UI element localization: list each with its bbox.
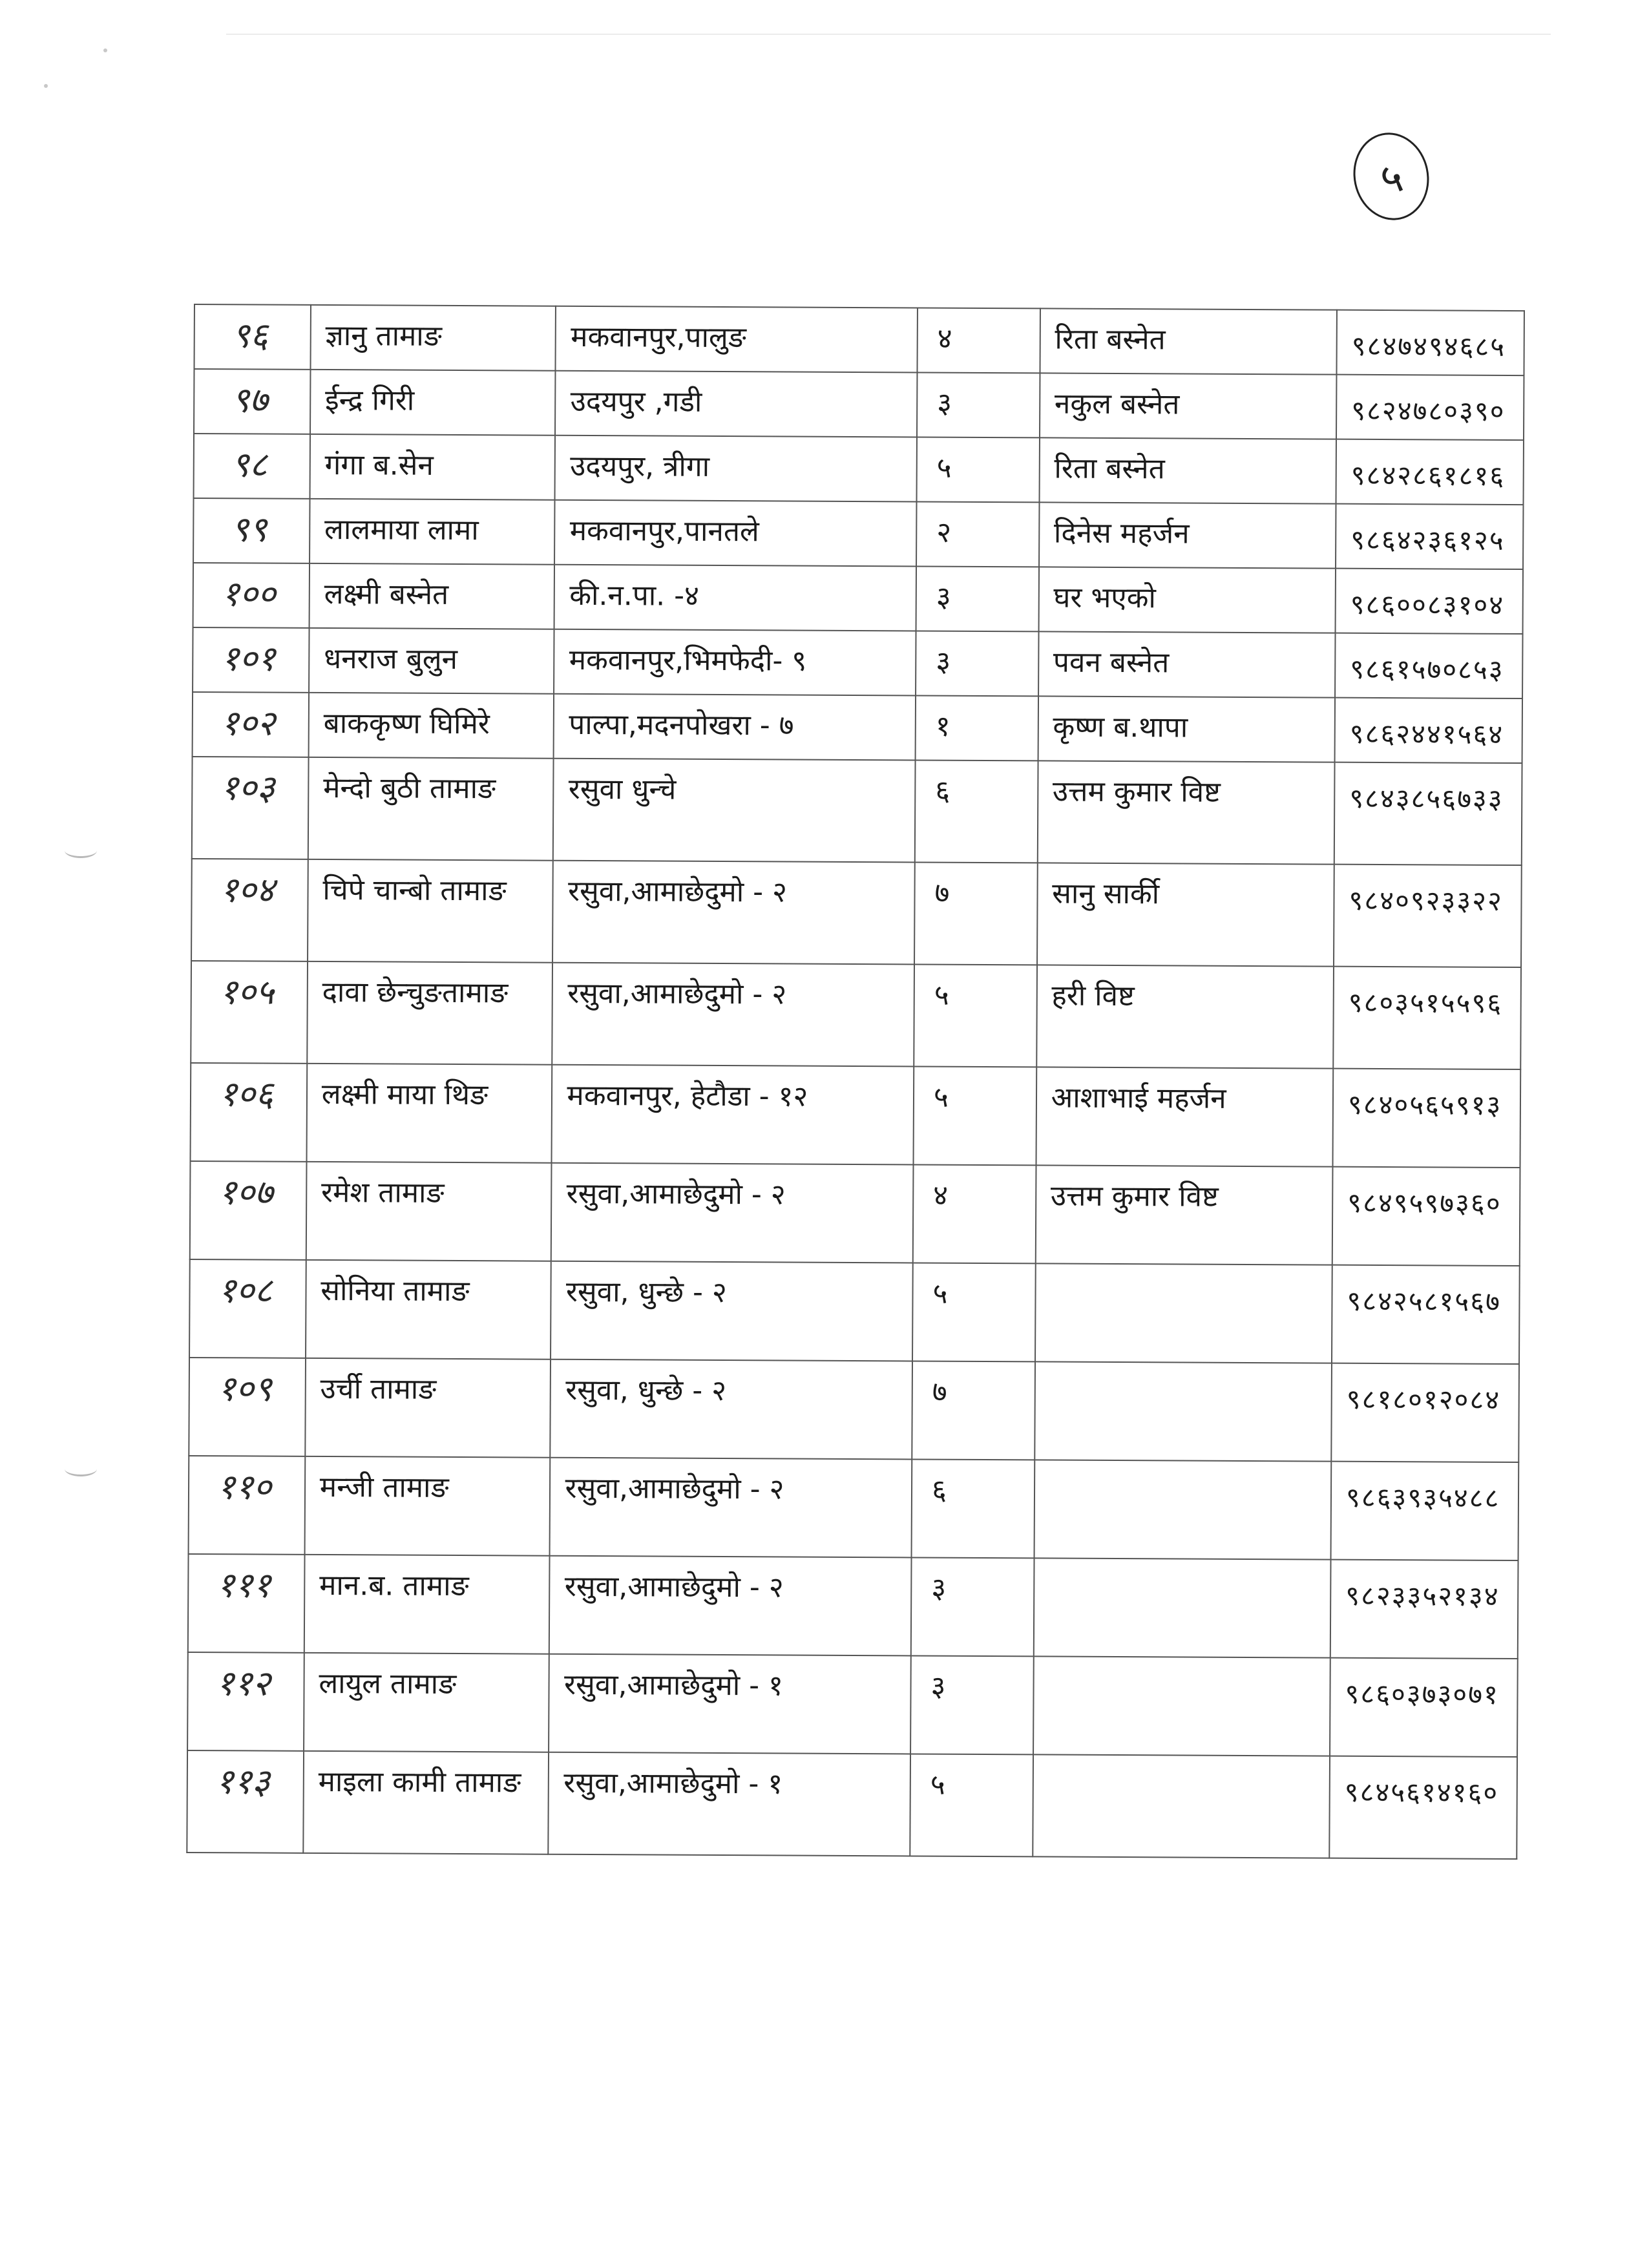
table-row <box>192 757 1522 865</box>
member-count-cell: ५ <box>910 1754 1033 1856</box>
phone-number-cell: ९८०३५१५५९६ <box>1333 967 1521 1069</box>
serial-number-cell: १०९ <box>189 1358 306 1456</box>
phone-number-cell: ९८१८०१२०८४ <box>1331 1363 1519 1462</box>
member-count-cell: ४ <box>917 308 1040 373</box>
scan-speck <box>44 84 48 88</box>
table-row <box>190 1161 1520 1266</box>
address-cell: रसुवा,आमाछेदुमो - २ <box>552 861 914 965</box>
address-cell: पाल्पा,मदनपोखरा - ७ <box>554 694 916 761</box>
member-count-cell: ५ <box>917 437 1040 502</box>
contact-person-cell <box>1033 1754 1330 1858</box>
serial-number-cell: १११ <box>188 1554 305 1653</box>
contact-person-cell: रिता बस्नेत <box>1039 437 1336 503</box>
table-row <box>193 563 1523 634</box>
punch-hole-mark <box>65 1462 97 1476</box>
serial-number-cell: १०६ <box>191 1063 308 1162</box>
address-cell: रसुवा, धुन्छे - २ <box>551 1360 912 1460</box>
contact-person-cell: रिता बस्नेत <box>1040 308 1337 374</box>
address-cell: रसुवा, धुन्छे - २ <box>551 1261 912 1361</box>
member-count-cell: ३ <box>910 1655 1033 1754</box>
member-count-cell: ६ <box>915 760 1038 863</box>
table-row <box>193 498 1523 569</box>
address-cell: रसुवा,आमाछेदुमो - १ <box>549 1654 911 1754</box>
contact-person-cell: नकुल बस्नेत <box>1040 373 1337 439</box>
member-count-cell: ३ <box>917 372 1040 437</box>
phone-number-cell: ९८६४२३६१२५ <box>1336 504 1524 569</box>
person-name-cell: गंगा ब.सेन <box>310 434 555 500</box>
register-table <box>186 304 1525 1860</box>
table-row <box>191 961 1521 1069</box>
contact-person-cell: हरी विष्ट <box>1036 965 1334 1068</box>
member-count-cell: ५ <box>912 1263 1035 1361</box>
address-cell: रसुवा धुन्चे <box>553 759 915 863</box>
serial-number-cell: ११० <box>189 1456 306 1555</box>
member-count-cell: १ <box>916 695 1038 761</box>
person-name-cell: मान.ब. तामाङ <box>304 1555 550 1654</box>
person-name-cell: माइला कामी तामाङ <box>303 1751 549 1854</box>
person-name-cell: लक्ष्मी माया थिङ <box>306 1064 552 1163</box>
serial-number-cell: १०३ <box>192 757 309 859</box>
contact-person-cell <box>1034 1460 1331 1559</box>
punch-hole-mark <box>65 843 97 858</box>
address-cell: की.न.पा. -४ <box>554 565 916 631</box>
contact-person-cell: सानु सार्की <box>1037 863 1334 966</box>
member-count-cell: ३ <box>916 631 1038 696</box>
contact-person-cell: पवन बस्नेत <box>1038 631 1336 697</box>
address-cell: उदयपुर, त्रीगा <box>555 436 917 502</box>
register-body <box>187 304 1524 1859</box>
contact-person-cell: उत्तम कुमार विष्ट <box>1035 1165 1332 1265</box>
contact-person-cell <box>1033 1656 1330 1756</box>
serial-number-cell: ९८ <box>194 434 310 499</box>
person-name-cell: दावा छेन्चुङतामाङ <box>307 961 552 1065</box>
phone-number-cell: ९८४३८५६७३३ <box>1334 762 1522 865</box>
person-name-cell: ज्ञानु तामाङ <box>310 305 556 371</box>
contact-person-cell: घर भएको <box>1038 567 1336 633</box>
table-row <box>188 1554 1518 1659</box>
phone-number-cell: ९८२३३५२१३४ <box>1330 1560 1518 1659</box>
serial-number-cell: १०५ <box>191 961 308 1064</box>
serial-number-cell: ९९ <box>193 498 310 563</box>
phone-number-cell: ९८४०९२३३२२ <box>1334 865 1522 967</box>
person-name-cell: लालमाया लामा <box>310 499 555 565</box>
table-row <box>194 434 1524 505</box>
serial-number-cell: ११३ <box>187 1750 304 1853</box>
phone-number-cell: ९८४७४९४६८५ <box>1336 310 1524 375</box>
table-row <box>193 692 1522 763</box>
person-name-cell: लक्ष्मी बस्नेत <box>309 563 554 629</box>
serial-number-cell: १०२ <box>193 692 309 757</box>
serial-number-cell: १०१ <box>193 627 309 693</box>
table-row <box>194 369 1524 440</box>
address-cell: मकवानपुर,भिमफेदी- ९ <box>554 629 916 696</box>
phone-number-cell: ९८६३९३५४८८ <box>1331 1462 1519 1560</box>
person-name-cell: ईन्द्र गिरी <box>310 370 556 436</box>
contact-person-cell: आशाभाई महर्जन <box>1036 1067 1333 1166</box>
page-number: ५ <box>1376 152 1407 205</box>
table-row <box>187 1750 1517 1859</box>
contact-person-cell: दिनेस महर्जन <box>1039 502 1336 568</box>
table-row <box>194 304 1524 375</box>
member-count-cell: ५ <box>914 964 1036 1067</box>
person-name-cell: धनराज बुलुन <box>309 628 554 694</box>
person-name-cell: बाककृष्ण घिमिरे <box>308 693 554 759</box>
member-count-cell: ७ <box>912 1361 1035 1460</box>
person-name-cell: रमेश तामाङ <box>306 1162 552 1261</box>
table-row <box>189 1456 1519 1560</box>
scan-speck <box>103 48 107 52</box>
address-cell: रसुवा,आमाछेदुमो - २ <box>549 1556 911 1656</box>
phone-number-cell: ९८६२४४१५६४ <box>1335 698 1523 763</box>
address-cell: उदयपुर ,गडी <box>555 371 917 437</box>
contact-person-cell <box>1035 1361 1332 1461</box>
person-name-cell: मन्जी तामाङ <box>304 1456 550 1556</box>
member-count-cell: ३ <box>916 566 1039 631</box>
serial-number-cell: १०४ <box>191 859 308 961</box>
phone-number-cell: ९८६१५७०८५३ <box>1335 633 1523 698</box>
serial-number-cell: १०७ <box>190 1161 307 1260</box>
phone-number-cell: ९८२४७८०३९० <box>1336 375 1524 440</box>
serial-number-cell: १०८ <box>189 1259 306 1358</box>
page-number-circled <box>1345 125 1437 227</box>
address-cell: मकवानपुर,पालुङ <box>556 306 918 373</box>
serial-number-cell: ११२ <box>187 1652 304 1751</box>
address-cell: रसुवा,आमाछेदुमो - २ <box>551 1163 913 1263</box>
member-count-cell: ६ <box>912 1459 1035 1558</box>
address-cell: मकवानपुर,पानतले <box>555 500 917 567</box>
contact-person-cell <box>1035 1263 1332 1363</box>
phone-number-cell: ९८६००८३१०४ <box>1336 569 1524 634</box>
member-count-cell: ४ <box>913 1164 1036 1263</box>
serial-number-cell: १०० <box>193 563 310 628</box>
phone-number-cell: ९८४५६१४१६० <box>1329 1756 1517 1859</box>
contact-person-cell: कृष्ण ब.थापा <box>1038 696 1335 762</box>
member-count-cell: ३ <box>911 1557 1034 1656</box>
person-name-cell: लायुल तामाङ <box>304 1653 549 1752</box>
contact-person-cell <box>1033 1558 1330 1657</box>
table-row <box>187 1652 1518 1757</box>
phone-number-cell: ९८४२८६१८१६ <box>1336 439 1524 505</box>
phone-number-cell: ९८४०५६५९१३ <box>1332 1069 1520 1168</box>
serial-number-cell: ९६ <box>194 304 311 370</box>
address-cell: रसुवा,आमाछेदुमो - २ <box>550 1458 912 1558</box>
person-name-cell: मेन्दो बुठी तामाङ <box>308 757 554 861</box>
address-cell: रसुवा,आमाछेदुमो - २ <box>552 963 914 1067</box>
person-name-cell: उर्ची तामाङ <box>305 1358 551 1458</box>
scan-edge-line <box>226 34 1551 35</box>
table-row <box>191 1063 1521 1168</box>
phone-number-cell: ९८४९५९७३६० <box>1332 1167 1520 1266</box>
table-row <box>189 1259 1520 1364</box>
phone-number-cell: ९८४२५८१५६७ <box>1332 1265 1520 1364</box>
address-cell: मकवानपुर, हेटौडा - १२ <box>552 1065 914 1165</box>
person-name-cell: चिपे चान्बो तामाङ <box>308 859 553 963</box>
member-count-cell: ७ <box>914 862 1037 965</box>
contact-person-cell: उत्तम कुमार विष्ट <box>1037 761 1334 864</box>
table-row <box>191 859 1522 967</box>
person-name-cell: सोनिया तामाङ <box>306 1260 551 1360</box>
table-row <box>193 627 1522 698</box>
serial-number-cell: ९७ <box>194 369 310 434</box>
member-count-cell: २ <box>916 501 1039 567</box>
phone-number-cell: ९८६०३७३०७१ <box>1330 1658 1518 1757</box>
table-row <box>189 1358 1519 1462</box>
address-cell: रसुवा,आमाछेदुमो - १ <box>549 1752 910 1856</box>
member-count-cell: ५ <box>913 1066 1036 1165</box>
